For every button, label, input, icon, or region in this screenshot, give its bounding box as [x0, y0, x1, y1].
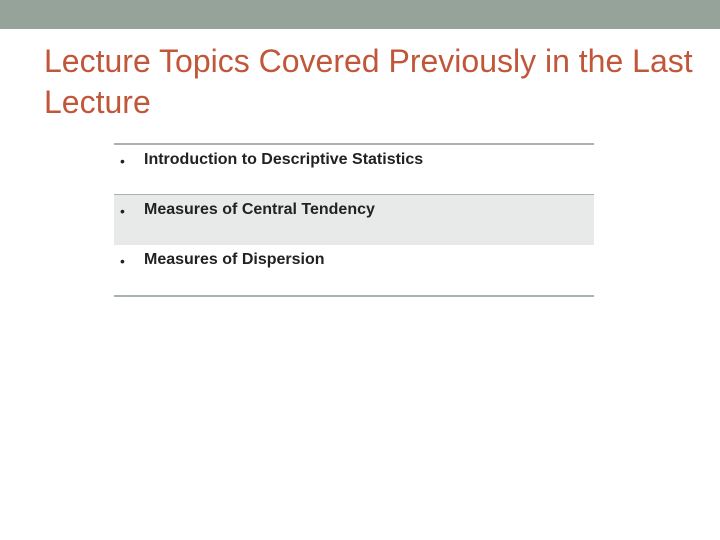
topics-table — [114, 143, 594, 297]
slide-title: Lecture Topics Covered Previously in the Last Lecture — [44, 43, 693, 120]
topic-row — [114, 195, 594, 245]
bullet-icon: • — [120, 153, 125, 169]
topic-label: Measures of Dispersion — [144, 251, 325, 268]
bullet-icon: • — [120, 203, 125, 219]
topic-label: Measures of Central Tendency — [144, 201, 375, 218]
topic-row — [114, 145, 594, 195]
bullet-icon: • — [120, 253, 125, 269]
top-accent-bar — [0, 0, 720, 29]
topic-label: Introduction to Descriptive Statistics — [144, 151, 424, 168]
topic-row — [114, 245, 594, 295]
